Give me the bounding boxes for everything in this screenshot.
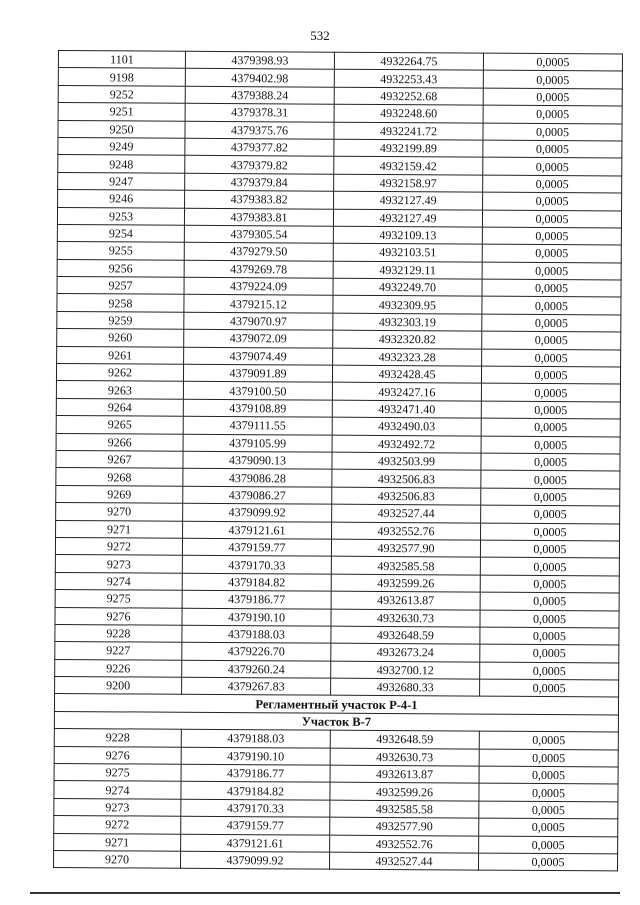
y-coordinate-cell: 4932630.73 [330, 748, 479, 766]
deviation-cell: 0,0005 [482, 331, 621, 349]
deviation-cell: 0,0005 [483, 105, 622, 123]
point-number-cell: 9253 [57, 207, 184, 225]
point-number-cell: 9255 [57, 242, 184, 260]
y-coordinate-cell: 4932428.45 [332, 365, 481, 383]
y-coordinate-cell: 4932680.33 [331, 678, 480, 696]
x-coordinate-cell: 4379070.97 [184, 312, 333, 330]
y-coordinate-cell: 4932103.51 [333, 243, 482, 261]
point-number-cell: 9228 [55, 624, 182, 642]
point-number-cell: 9272 [55, 537, 182, 555]
y-coordinate-cell: 4932506.83 [332, 487, 481, 505]
x-coordinate-cell: 4379375.76 [185, 121, 334, 139]
x-coordinate-cell: 4379260.24 [182, 660, 331, 678]
deviation-cell: 0,0005 [479, 783, 618, 801]
point-number-cell: 9270 [56, 503, 183, 521]
point-number-cell: 9275 [55, 590, 182, 608]
deviation-cell: 0,0005 [481, 505, 620, 523]
deviation-cell: 0,0005 [481, 523, 620, 541]
x-coordinate-cell: 4379186.77 [181, 764, 330, 782]
deviation-cell: 0,0005 [481, 418, 620, 436]
y-coordinate-cell: 4932673.24 [331, 643, 480, 661]
deviation-cell: 0,0005 [480, 540, 619, 558]
deviation-cell: 0,0005 [481, 436, 620, 454]
deviation-cell: 0,0005 [482, 279, 621, 297]
point-number-cell: 9267 [56, 450, 183, 468]
y-coordinate-cell: 4932127.49 [333, 209, 482, 227]
point-number-cell: 9275 [54, 764, 181, 782]
x-coordinate-cell: 4379186.77 [182, 590, 331, 608]
x-coordinate-cell: 4379188.03 [181, 730, 330, 748]
x-coordinate-cell: 4379215.12 [184, 295, 333, 313]
y-coordinate-cell: 4932527.44 [329, 852, 478, 870]
x-coordinate-cell: 4379383.81 [184, 208, 333, 226]
x-coordinate-cell: 4379072.09 [184, 330, 333, 348]
y-coordinate-cell: 4932490.03 [332, 417, 481, 435]
y-coordinate-cell: 4932471.40 [332, 400, 481, 418]
point-number-cell: 9257 [57, 277, 184, 295]
x-coordinate-cell: 4379111.55 [183, 416, 332, 434]
x-coordinate-cell: 4379184.82 [181, 782, 330, 800]
deviation-cell: 0,0005 [482, 297, 621, 315]
x-coordinate-cell: 4379099.92 [181, 851, 330, 869]
deviation-cell: 0,0005 [480, 592, 619, 610]
point-number-cell: 9271 [54, 833, 181, 851]
x-coordinate-cell: 4379269.78 [184, 260, 333, 278]
deviation-cell: 0,0005 [479, 731, 618, 749]
x-coordinate-cell: 4379086.28 [183, 469, 332, 487]
x-coordinate-cell: 4379121.61 [183, 521, 332, 539]
y-coordinate-cell: 4932303.19 [333, 313, 482, 331]
x-coordinate-cell: 4379402.98 [185, 69, 334, 87]
point-number-cell: 9268 [56, 468, 183, 486]
deviation-cell: 0,0005 [481, 470, 620, 488]
deviation-cell: 0,0005 [480, 627, 619, 645]
y-coordinate-cell: 4932264.75 [334, 52, 483, 70]
y-coordinate-cell: 4932159.42 [334, 157, 483, 175]
deviation-cell: 0,0005 [480, 610, 619, 628]
deviation-cell: 0,0005 [481, 401, 620, 419]
x-coordinate-cell: 4379090.13 [183, 451, 332, 469]
page-number: 532 [310, 28, 330, 43]
point-number-cell: 9256 [57, 259, 184, 277]
x-coordinate-cell: 4379099.92 [183, 503, 332, 521]
x-coordinate-cell: 4379379.82 [185, 156, 334, 174]
deviation-cell: 0,0005 [479, 836, 618, 854]
point-number-cell: 9262 [56, 364, 183, 382]
x-coordinate-cell: 4379383.82 [185, 190, 334, 208]
y-coordinate-cell: 4932127.49 [334, 191, 483, 209]
deviation-cell: 0,0005 [480, 679, 619, 697]
deviation-cell: 0,0005 [483, 157, 622, 175]
x-coordinate-cell: 4379398.93 [185, 51, 334, 69]
y-coordinate-cell: 4932320.82 [333, 330, 482, 348]
point-number-cell: 9265 [56, 416, 183, 434]
point-number-cell: 1101 [58, 51, 185, 69]
x-coordinate-cell: 4379378.31 [185, 103, 334, 121]
point-number-cell: 9252 [58, 85, 185, 103]
x-coordinate-cell: 4379170.33 [182, 556, 331, 574]
deviation-cell: 0,0005 [479, 749, 618, 767]
section-title: Регламентный участок Р-4-1 [54, 694, 618, 715]
y-coordinate-cell: 4932585.58 [331, 557, 480, 575]
y-coordinate-cell: 4932577.90 [331, 539, 480, 557]
y-coordinate-cell: 4932129.11 [333, 261, 482, 279]
y-coordinate-cell: 4932552.76 [332, 522, 481, 540]
point-number-cell: 9247 [58, 172, 185, 190]
x-coordinate-cell: 4379086.27 [183, 486, 332, 504]
x-coordinate-cell: 4379105.99 [183, 434, 332, 452]
point-number-cell: 9260 [57, 329, 184, 347]
deviation-cell: 0,0005 [481, 366, 620, 384]
y-coordinate-cell: 4932503.99 [332, 452, 481, 470]
y-coordinate-cell: 4932613.87 [331, 591, 480, 609]
x-coordinate-cell: 4379267.83 [182, 677, 331, 695]
y-coordinate-cell: 4932585.58 [330, 800, 479, 818]
point-number-cell: 9249 [58, 137, 185, 155]
point-number-cell: 9273 [54, 798, 181, 816]
y-coordinate-cell: 4932249.70 [333, 278, 482, 296]
point-number-cell: 9274 [54, 781, 181, 799]
y-coordinate-cell: 4932648.59 [331, 626, 480, 644]
point-number-cell: 9254 [57, 224, 184, 242]
point-number-cell: 9276 [55, 607, 182, 625]
y-coordinate-cell: 4932199.89 [334, 139, 483, 157]
y-coordinate-cell: 4932241.72 [334, 122, 483, 140]
point-number-cell: 9251 [58, 103, 185, 121]
y-coordinate-cell: 4932630.73 [331, 609, 480, 627]
point-number-cell: 9227 [55, 642, 182, 660]
coordinates-table [53, 50, 623, 872]
point-number-cell: 9246 [58, 190, 185, 208]
deviation-cell: 0,0005 [479, 766, 618, 784]
point-number-cell: 9276 [54, 746, 181, 764]
point-number-cell: 9264 [56, 398, 183, 416]
x-coordinate-cell: 4379279.50 [184, 243, 333, 261]
point-number-cell: 9274 [55, 572, 182, 590]
y-coordinate-cell: 4932492.72 [332, 435, 481, 453]
y-coordinate-cell: 4932427.16 [332, 383, 481, 401]
bottom-divider [30, 892, 620, 894]
x-coordinate-cell: 4379100.50 [183, 382, 332, 400]
point-number-cell: 9228 [54, 729, 181, 747]
deviation-cell: 0,0005 [482, 227, 621, 245]
y-coordinate-cell: 4932253.43 [334, 70, 483, 88]
y-coordinate-cell: 4932527.44 [332, 504, 481, 522]
y-coordinate-cell: 4932648.59 [330, 730, 479, 748]
deviation-cell: 0,0005 [480, 575, 619, 593]
deviation-cell: 0,0005 [483, 88, 622, 106]
deviation-cell: 0,0005 [481, 488, 620, 506]
x-coordinate-cell: 4379188.03 [182, 625, 331, 643]
coordinates-sheet [53, 50, 610, 872]
table-row [54, 850, 618, 871]
deviation-cell: 0,0005 [479, 801, 618, 819]
x-coordinate-cell: 4379388.24 [185, 86, 334, 104]
x-coordinate-cell: 4379224.09 [184, 277, 333, 295]
deviation-cell: 0,0005 [483, 175, 622, 193]
deviation-cell: 0,0005 [480, 557, 619, 575]
x-coordinate-cell: 4379170.33 [181, 799, 330, 817]
deviation-cell: 0,0005 [482, 210, 621, 228]
x-coordinate-cell: 4379159.77 [181, 816, 330, 834]
point-number-cell: 9269 [56, 485, 183, 503]
deviation-cell: 0,0005 [480, 644, 619, 662]
point-number-cell: 9272 [54, 816, 181, 834]
deviation-cell: 0,0005 [483, 192, 622, 210]
deviation-cell: 0,0005 [482, 262, 621, 280]
x-coordinate-cell: 4379190.10 [181, 747, 330, 765]
x-coordinate-cell: 4379377.82 [185, 138, 334, 156]
y-coordinate-cell: 4932552.76 [330, 835, 479, 853]
y-coordinate-cell: 4932323.28 [333, 348, 482, 366]
x-coordinate-cell: 4379305.54 [184, 225, 333, 243]
deviation-cell: 0,0005 [483, 140, 622, 158]
y-coordinate-cell: 4932252.68 [334, 87, 483, 105]
y-coordinate-cell: 4932158.97 [334, 174, 483, 192]
x-coordinate-cell: 4379184.82 [182, 573, 331, 591]
deviation-cell: 0,0005 [480, 662, 619, 680]
x-coordinate-cell: 4379074.49 [184, 347, 333, 365]
point-number-cell: 9259 [57, 311, 184, 329]
deviation-cell: 0,0005 [483, 123, 622, 141]
y-coordinate-cell: 4932700.12 [331, 661, 480, 679]
deviation-cell: 0,0005 [482, 349, 621, 367]
deviation-cell: 0,0005 [481, 453, 620, 471]
y-coordinate-cell: 4932109.13 [333, 226, 482, 244]
y-coordinate-cell: 4932577.90 [330, 817, 479, 835]
point-number-cell: 9266 [56, 433, 183, 451]
point-number-cell: 9248 [58, 155, 185, 173]
point-number-cell: 9261 [57, 346, 184, 364]
deviation-cell: 0,0005 [483, 53, 622, 71]
x-coordinate-cell: 4379190.10 [182, 608, 331, 626]
point-number-cell: 9200 [55, 677, 182, 695]
x-coordinate-cell: 4379226.70 [182, 643, 331, 661]
y-coordinate-cell: 4932248.60 [334, 104, 483, 122]
point-number-cell: 9271 [56, 520, 183, 538]
deviation-cell: 0,0005 [482, 244, 621, 262]
y-coordinate-cell: 4932613.87 [330, 765, 479, 783]
y-coordinate-cell: 4932599.26 [330, 783, 479, 801]
point-number-cell: 9226 [55, 659, 182, 677]
point-number-cell: 9263 [56, 381, 183, 399]
deviation-cell: 0,0005 [482, 314, 621, 332]
y-coordinate-cell: 4932506.83 [332, 470, 481, 488]
deviation-cell: 0,0005 [483, 70, 622, 88]
x-coordinate-cell: 4379108.89 [183, 399, 332, 417]
point-number-cell: 9273 [55, 555, 182, 573]
x-coordinate-cell: 4379159.77 [182, 538, 331, 556]
deviation-cell: 0,0005 [481, 384, 620, 402]
subsection-title: Участок В-7 [54, 711, 618, 732]
point-number-cell: 9258 [57, 294, 184, 312]
y-coordinate-cell: 4932309.95 [333, 296, 482, 314]
x-coordinate-cell: 4379091.89 [183, 364, 332, 382]
point-number-cell: 9198 [58, 68, 185, 86]
point-number-cell: 9250 [58, 120, 185, 138]
deviation-cell: 0,0005 [479, 818, 618, 836]
x-coordinate-cell: 4379121.61 [181, 834, 330, 852]
x-coordinate-cell: 4379379.84 [185, 173, 334, 191]
point-number-cell: 9270 [54, 850, 181, 868]
y-coordinate-cell: 4932599.26 [331, 574, 480, 592]
deviation-cell: 0,0005 [478, 853, 617, 871]
